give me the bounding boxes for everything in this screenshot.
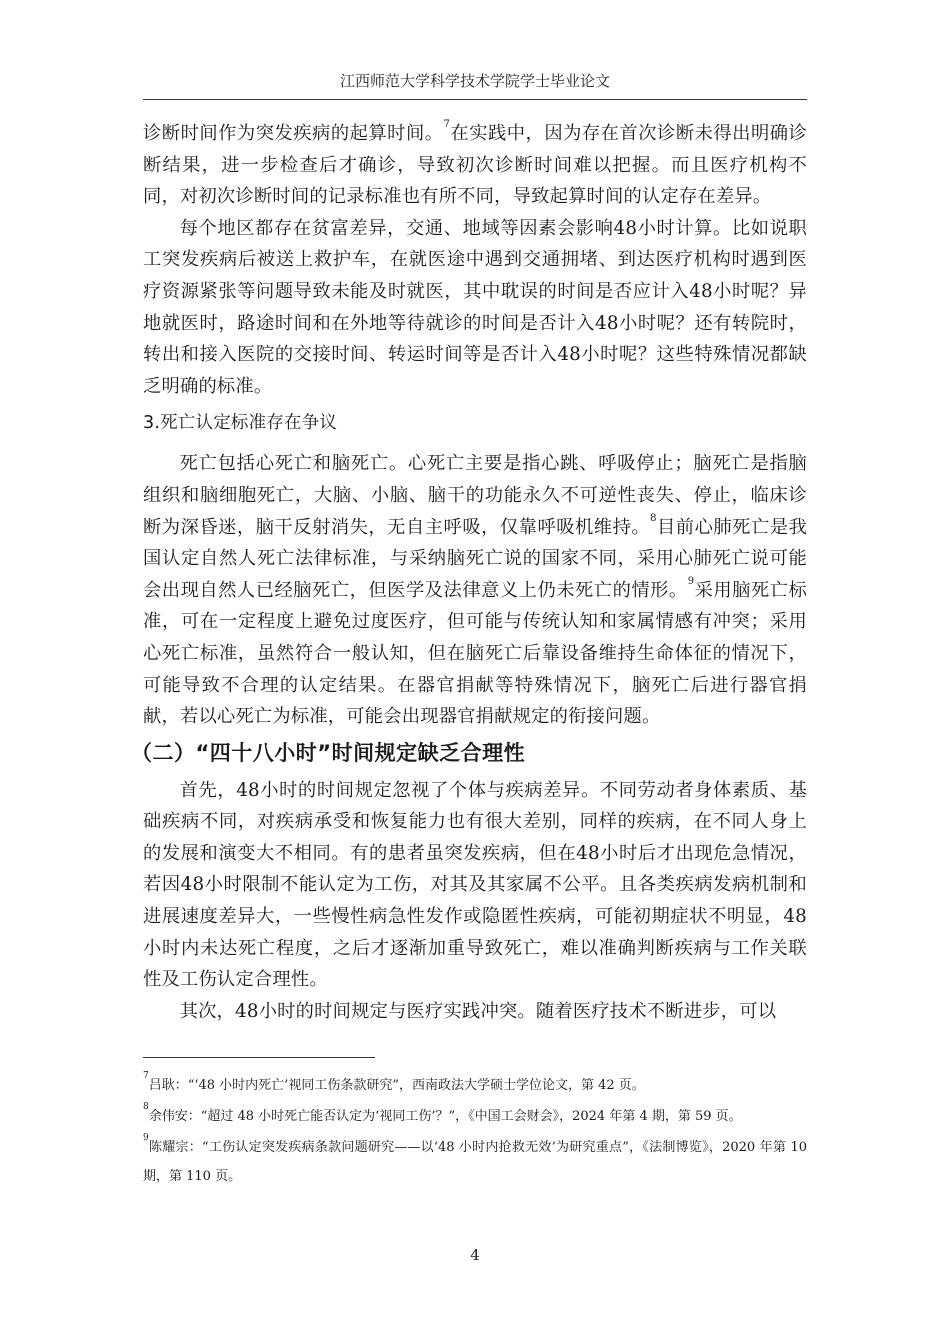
footnote-ref-9[interactable]: 9 [687, 575, 695, 587]
p3-text-b: 目前心肺死亡是我国认定自然人死亡法律标准，与采纳脑死亡说的国家不同，采用心肺死亡说可能会出现自然人已经脑死亡，但医学及法律意义上仍未死亡的情形。 [143, 516, 807, 601]
p1-text: 诊断时间作为突发疾病的起算时间。 [143, 123, 444, 144]
footnote-text: 吕耿：“‘48 小时内死亡’视同工伤条款研究”，西南政法大学硕士学位论文，第 42 页。 [148, 1078, 645, 1093]
p3-text-a: 死亡包括心死亡和脑死亡。心死亡主要是指心跳、呼吸停止；脑死亡是指脑组织和脑细胞死亡，大脑、小脑、脑干的功能永久不可逆性丧失、停止，临床诊断为深昏迷，脑干反射消失，无自主呼吸，仅靠呼吸机维持。 [143, 453, 807, 538]
footnote-ref-8[interactable]: 8 [650, 512, 657, 524]
footnote-9 [143, 1133, 807, 1191]
body-text [131, 118, 807, 1027]
footnote-text: 陈耀宗：“工伤认定突发疾病条款问题研究——以‘48 小时内抢救无效’为研究重点”，《法制博览》，2020 年第 10 期，第 110 页。 [143, 1140, 807, 1184]
p1-text-cont: 在实践中，因为存在首次诊断未得出明确诊断结果，进一步检查后才确诊，导致初次诊断时间难以把握。而且医疗机构不同，对初次诊断时间的记录标准也有所不同，导致起算时间的认定存在差异。 [143, 123, 807, 208]
footnote-rule [143, 1057, 375, 1058]
footnote-8 [143, 1102, 807, 1131]
footnote-num: 8 [143, 1102, 149, 1112]
p3-text-c: 采用脑死亡标准，可在一定程度上避免过度医疗，但可能与传统认知和家属情感有冲突；采用心死亡标准，虽然符合一般认知，但在脑死亡后靠设备维持生命体征的情况下，可能导致不合理的认定结果。在器官捐献等特殊情况下，脑死亡后进行器官捐献，若以心死亡为标准，可能会出现器官捐献规定的衔接问题。 [143, 579, 807, 728]
header-rule [143, 99, 807, 100]
footnote-7 [143, 1071, 807, 1100]
footnotes [143, 1071, 807, 1193]
paragraph-1 [143, 118, 807, 213]
footnote-num: 9 [143, 1133, 149, 1143]
paragraph-3 [143, 448, 807, 732]
paragraph-4: 首先，48小时的时间规定忽视了个体与疾病差异。不同劳动者身体素质、基础疾病不同，对疾病承受和恢复能力也有很大差别，同样的疾病，在不同人身上的发展和演变大不相同。有的患者虽突发疾病，但在48小时后才出现危急情况，若因48小时限制不能认定为工伤，对其及其家属不公平。且各类疾病发病机制和进展速度差异大，一些慢性病急性发作或隐匿性疾病，可能初期症状不明显，48小时内未达死亡程度，之后才逐渐加重导致死亡，难以准确判断疾病与工作关联性及工伤认定合理性。 [143, 779, 807, 991]
footnote-ref-7[interactable]: 7 [443, 119, 451, 130]
paragraph-2: 每个地区都存在贫富差异，交通、地域等因素会影响48小时计算。比如说职工突发疾病后被送上救护车，在就医途中遇到交通拥堵、到达医疗机构时遇到医疗资源紧张等问题导致未能及时就医，其中耽误的时间是否应计入48小时呢？异地就医时，路途时间和在外地等待就诊的时间是否计入48小时呢？还有转院时，转出和接入医院的交接时间、转运时间等是否计入48小时呢？这些特殊情况都缺乏明确的标准。 [143, 217, 807, 397]
footnote-num: 7 [143, 1071, 149, 1081]
page-number: 4 [470, 1246, 480, 1264]
footnote-text: 余伟安：“超过 48 小时死亡能否认定为‘视同工伤’？”，《中国工会财会》，2024 年第 4 期，第 59 页。 [148, 1109, 742, 1124]
paragraph-5: 其次，48小时的时间规定与医疗实践冲突。随着医疗技术不断进步，可以 [179, 1000, 777, 1022]
section-heading: （二）“四十八小时”时间规定缺乏合理性 [131, 740, 526, 765]
running-header: 江西师范大学科学技术学院学士毕业论文 [339, 72, 610, 90]
subsection-heading: 3.死亡认定标准存在争议 [143, 413, 338, 434]
